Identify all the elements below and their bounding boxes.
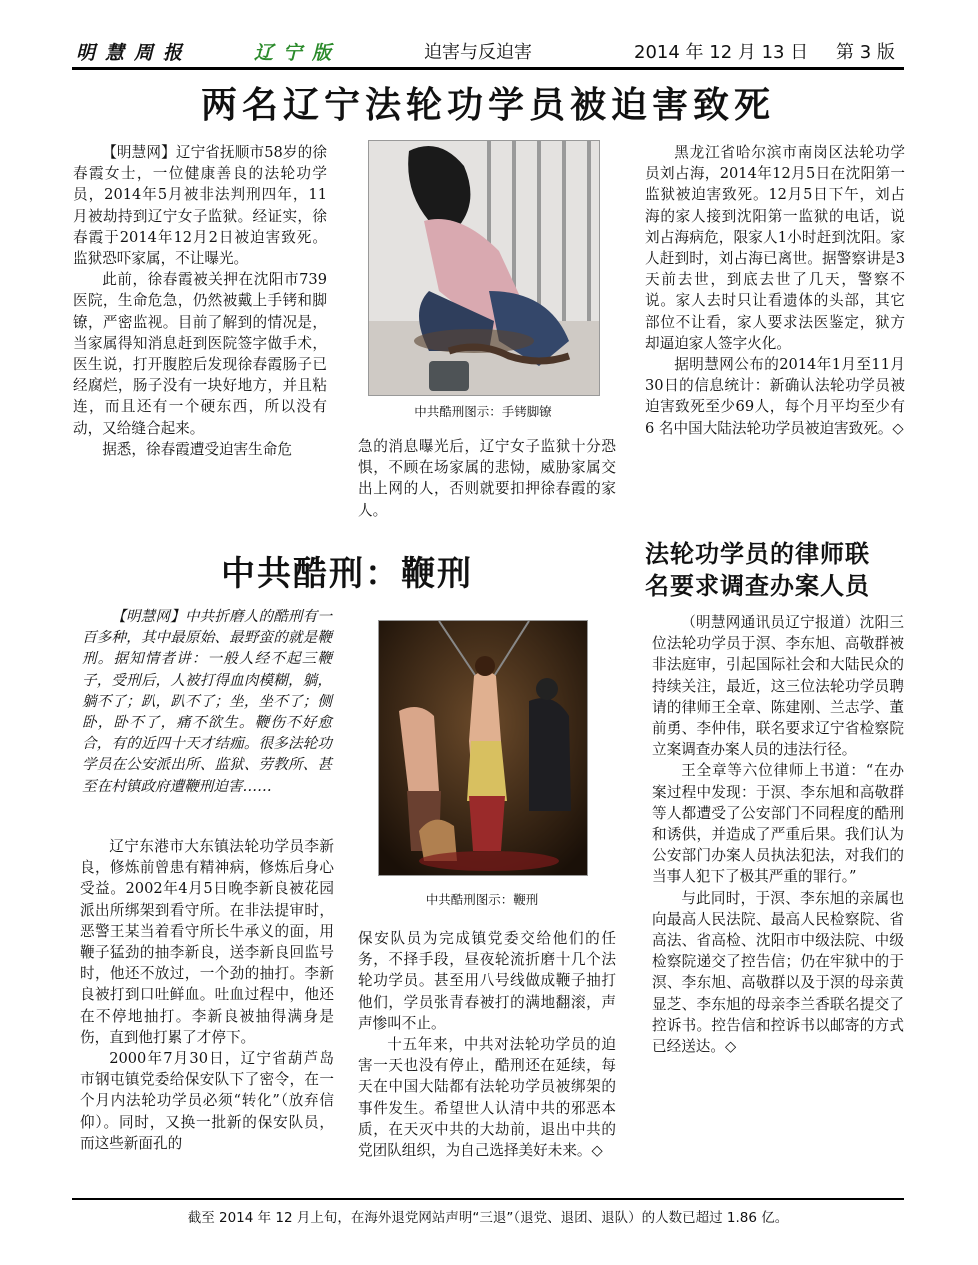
article3-headline-line2: 名要求调查办案人员 — [645, 571, 870, 600]
article1-column1 — [73, 142, 327, 460]
article1-col3-para: 据明慧网公布的2014年1月至11月30日的信息统计：新确认法轮功学员被迫害致死至少69人，每个月平均至少有 6 名中国大陆法轮功学员被迫害致死。◇ — [645, 356, 905, 437]
article3-para: 与此同时，于溟、李东旭的亲属也向最高人民法院、最高人民检察院、省高法、省高检、沈阳市中级法院、中级检察院递交了控告信；仍在牢狱中的于溟、李东旭、高敬群以及于溟的母亲黄显芝、李东旭的母亲李兰香联名提交了控诉书。控告信和控诉书以邮寄的方式已经送达。◇ — [652, 889, 904, 1056]
shackles-caption: 中共酷刑图示：手铐脚镣 — [414, 404, 552, 419]
footer-rule — [72, 1198, 904, 1200]
issue-date: 2014 年 12 月 13 日 — [634, 42, 809, 63]
page-number: 第 3 版 — [836, 42, 895, 63]
section-label: 迫害与反迫害 — [424, 42, 532, 63]
article1-col1-para: 此前，徐春霞被关押在沈阳市739医院，生命危急，仍然被戴上手铐和脚镣，严密监视。目前了解到的情况是，当家属得知消息赶到医院签字做手术，医生说，打开腹腔后发现徐春霞肠子已经腐烂，肠子没有一块好地方，并且粘连，而且还有一个硬东西，所以没有动，又给缝合起来。 — [73, 271, 327, 437]
article1-col2-para: 急的消息曝光后，辽宁女子监狱十分恐惧，不顾在场家属的悲恸，威胁家属交出上网的人，否则就要扣押徐春霞的家人。 — [358, 438, 616, 519]
article2-column2 — [358, 928, 616, 1161]
whipping-caption: 中共酷刑图示：鞭刑 — [425, 892, 539, 907]
article2-intro — [82, 606, 332, 797]
article2-headline: 中共酷刑：鞭刑 — [221, 554, 473, 594]
article3-para: （明慧网通讯员辽宁报道）沈阳三位法轮功学员于溟、李东旭、高敬群被非法庭审，引起国际社会和大陆民众的持续关注，最近，这三位法轮功学员聘请的律师王全章、陈建刚、兰志学、董前勇、李仲伟，联名要求辽宁省检察院立案调查办案人员的违法行径。 — [652, 614, 904, 759]
article2-column1 — [80, 836, 334, 1154]
paper-name: 明慧周报 — [76, 42, 193, 64]
article1-column3 — [645, 142, 905, 439]
article2-intro-para: 【明慧网】中共折磨人的酷刑有一百多种，其中最原始、最野蛮的就是鞭刑。据知情者讲：一般人经不起三鞭子，受刑后，人被打得血肉模糊，躺，躺不了；趴，趴不了；坐，坐不了；侧卧，卧不了，痛不欲生。鞭伤不好愈合，有的近四十天才结痂。很多法轮功学员在公安派出所、监狱、劳教所、甚至在村镇政府遭鞭刑迫害…… — [82, 608, 332, 795]
article2-col1-para: 2000年7月30日，辽宁省葫芦岛市钢屯镇党委给保安队下了密令，在一个月内法轮功学员必须“转化”（放弃信仰）。同时，又换一批新的保安队员，而这些新面孔的 — [80, 1050, 334, 1152]
article1-col1-para: 据悉，徐春霞遭受迫害生命危 — [102, 440, 292, 458]
article2-col1-para: 辽宁东港市大东镇法轮功学员李新良，修炼前曾患有精神病，修炼后身心受益。2002年4月5日晚李新良被花园派出所绑架到看守所。在非法提审时，恶警王某当着看守所长牛承义的面，用鞭子猛劲的抽李新良，送李新良回监号时，他还不放过，一个劲的抽打。李新良被打到口吐鲜血。吐血过程中，他还在不停地抽打。李新良被抽得满身是伤，直到他打累了才停下。 — [80, 838, 334, 1046]
article3-para: 王全章等六位律师上书道：“在办案过程中发现：于溟、李东旭和高敬群等人都遭受了公安部门不同程度的酷刑和诱供，并造成了严重后果。我们认为公安部门办案人员执法犯法，对我们的当事人犯下了极其严重的罪行。” — [652, 762, 904, 886]
article3-headline — [645, 538, 907, 602]
article2-col2-para: 十五年来，中共对法轮功学员的迫害一天也没有停止，酷刑还在延续，每天在中国大陆都有法轮功学员被绑架的事件发生。希望世人认清中共的邪恶本质，在天灭中共的大劫前，退出中共的党团队组织，为自己选择美好未来。◇ — [358, 1036, 616, 1160]
article1-col1-para: 【明慧网】辽宁省抚顺市58岁的徐春霞女士，一位健康善良的法轮功学员，2014年5月被非法判刑四年，11月被劫持到辽宁女子监狱。经证实，徐春霞于2014年12月2日被迫害致死。监狱恐吓家属，不让曝光。 — [73, 144, 327, 268]
whipping-illustration — [378, 620, 588, 876]
article3-body — [652, 612, 904, 1057]
masthead-rule — [72, 67, 904, 70]
article2-col2-para: 保安队员为完成镇党委交给他们的任务，不择手段，昼夜轮流折磨十几个法轮功学员。甚至用八号线做成鞭子抽打他们，学员张青春被打的满地翻滚，声声惨叫不止。 — [358, 930, 616, 1032]
article1-headline: 两名辽宁法轮功学员被迫害致死 — [200, 84, 775, 126]
article1-column2 — [358, 436, 616, 521]
edition-label: 辽宁版 — [254, 42, 342, 64]
article1-col3-para: 黑龙江省哈尔滨市南岗区法轮功学员刘占海，2014年12月5日在沈阳第一监狱被迫害致死。12月5日下午，刘占海的家人接到沈阳第一监狱的电话，说刘占海病危，限家人1小时赶到沈阳。家人赶到时，刘占海已离世。据警察讲是3天前去世，到底去世了几天，警察不说。家人去时只让看遗体的头部，其它部位不让看，家人要求法医鉴定，狱方却逼迫家人签字火化。 — [645, 144, 905, 352]
footer-note: 截至 2014 年 12 月上旬，在海外退党网站声明“三退”（退党、退团、退队）的人数已超过 1.86 亿。 — [187, 1210, 789, 1226]
shackles-illustration — [368, 140, 600, 396]
article3-headline-line1: 法轮功学员的律师联 — [645, 539, 870, 568]
